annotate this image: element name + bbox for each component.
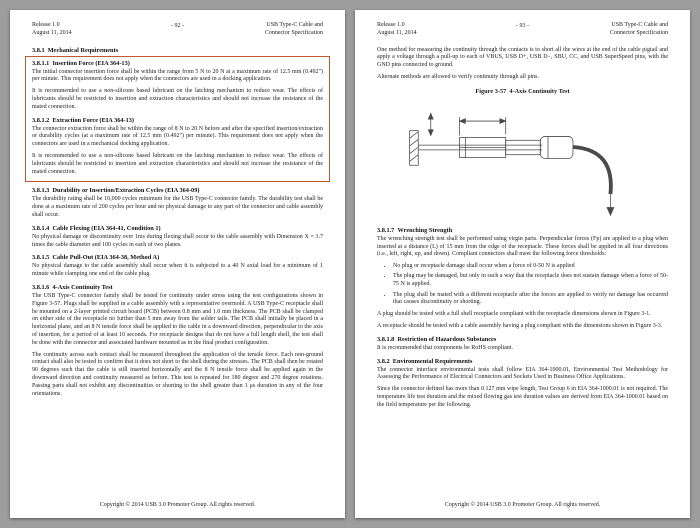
para-extraction-force-2: It is recommended to use a non-silicone based lubricant on the latching mechanism to reduce wear. The effects of lubricants should be restricted to insertion and extraction characteristics and should not increase the resistance of the mated connection. [32,152,323,175]
heading-durability: 3.8.1.3 Durability or Insertion/Extraction Cycles (EIA 364-09) [32,187,200,195]
page-93 [355,10,690,518]
page-92 [10,10,345,518]
header-left [377,22,516,38]
header-release: Release 1.0 [32,22,60,28]
para-extraction-force-1: The connector extraction force shall be within the range of 8 N to 20 N before and after the specified insertion/extraction or durability cycles (at a maximum rate of 12.5 mm (0.492") per minute). This requirement does not apply when the connectors are used in a mechanical docking application. [32,125,323,148]
heading-mechanical-requirements: 3.8.1 Mechanical Requirements [32,46,119,54]
header-doc-title-line1: USB Type-C Cable and [266,22,323,28]
header-doc-title-line2: Connector Specification [264,29,323,36]
heading-cable-flexing: 3.8.1.4 Cable Flexing (EIA 364-41, Condition 1) [32,224,161,232]
page-header [32,22,323,38]
para-receptacle-tested: A receptacle should be tested with a cable assembly having a plug compliant with the dimensions shown in Figure 3-3. [377,322,663,329]
para-4-axis-continuity-1: The USB Type-C connector family shall be tested for continuity under stress using the test configurations shown in Figure 3-57. Plugs shall be supplied in a cable assembly with a representative overmold. A USB Type-C receptacle shall be mounted on a 2-layer printed circuit board (PCB) between 0.8 mm and 1.0 mm thickness. The PCB shall be clamped on either side of the receptacle no further than 5 mm away from the solder tails. The PCB shall initially be placed in a horizontal plane, and an 8 N tensile force shall be applied to the cable in a downward direction, perpendicular to the axis of insertion, for a period of at least 10 seconds. For receptacle designs that do not have a full length shell, the test shall be done with the connector and associated hardware mounted as in the final product configuration. [32,292,323,346]
header-doc-title-line2: Connector Specification [609,29,668,36]
para-4-axis-continuity-2: The continuity across each contact shall be measured throughout the application of the tensile force. Each non-ground contact shall also be tested to confirm that it does not short to the shell during the stresses. The PCB shall then be rotated 90 degrees such that the cable is still inserted horizontally and the 8 N tensile force shall be applied again in the downward direction and continuity measured as before. This test is repeated for 180 degree and 270 degree rotations. Passing parts shall not exhibit any discontinuities or shorting to the shell greater than 1 μs duration in any of the four orientations. [32,351,323,397]
header-left [32,22,171,38]
header-date: August 11, 2014 [32,29,72,36]
heading-cable-pull-out: 3.8.1.5 Cable Pull-Out (EIA 364-38, Method A) [32,254,160,262]
page-footer: Copyright © 2014 USB 3.0 Promoter Group. All rights reserved. [99,502,256,508]
header-doc-title [529,22,668,38]
para-alternate-methods: Alternate methods are allowed to verify continuity through all pins. [377,73,539,80]
para-wrenching-strength: The wrenching strength test shall be performed using virgin parts. Perpendicular forces (Fp) are applied to a plug when inserted at a distance (L) of 15 mm from the edge of the receptacle. These forces shall be applied in all four directions (i.e., left, right, up, and down). Compliant connectors shall meet the following force thresholds: [377,235,668,258]
figure-3-57 [377,98,668,221]
revision-highlight-box [25,56,330,183]
para-durability: The durability rating shall be 10,000 cycles minimum for the USB Type-C connector family. The durability test shall be done at a maximum rate of 200 cycles per hour and no physical damage to any part of the connector and cable assembly shall occur. [32,196,323,218]
header-release: Release 1.0 [377,22,405,28]
bullet-item: • The plug shall be mated with a different receptacle after the forces are applied to verify no damage has occurred that causes discontinuity or shorting. [393,292,668,308]
para-cable-flexing: No physical damage or discontinuity over 1ms during flexing shall occur to the cable assembly with Dimension X = 3.7 times the cable diameter and 100 cycles in each of two planes. [32,233,323,248]
para-environmental-1: The connector interface environmental tests shall follow EIA 364-1000.01, Environmental Test Methodology for Assessing the Performance of Electrical Connectors and Sockets Used in Business Office Applications. [377,366,668,381]
para-insertion-force-1: The initial connector insertion force shall be within the range from 5 N to 20 N at a maximum rate of 12.5 mm (0.492") per minute. This requirement does not apply when the connectors are used in a docking application. [32,68,323,83]
heading-insertion-force: 3.8.1.1 Insertion Force (EIA 364-13) [32,59,130,67]
header-doc-title-line1: USB Type-C Cable and [611,22,668,28]
para-environmental-2: Since the connector defined has more than 0.127 mm wipe length, Test Group 6 in EIA 364-1000.01 is not required. The temperature life test duration and the mixed flowing gas test duration values are derived from EIA 364-1000.01 based on the field temperature per the following. [377,386,668,408]
bullet-item: • The plug may be damaged, but only in such a way that the receptacle does not sustain damage when a force of 50-75 N is applied. [393,273,668,289]
para-rohs: It is recommended that components be RoHS compliant. [377,344,513,351]
four-axis-continuity-test-drawing [398,98,648,221]
figure-caption: Figure 3-57 4-Axis Continuity Test [475,87,570,95]
header-page-number: - 93 - [516,23,529,29]
header-date: August 11, 2014 [377,29,417,36]
wrenching-strength-bullet-list [393,263,668,307]
para-continuity-method: One method for measuring the continuity through the contacts is to short all the wires at the end of the cable pigtail and apply a voltage through a pull-up to each of VBUS, USB D+, USB D−, SBU, CC, and USB SuperSpeed pins, with the GND pins connected to ground. [377,46,668,69]
para-plug-tested: A plug should be tested with a full shell receptacle compliant with the receptacle dimensions shown in Figure 3-1. [377,311,651,318]
heading-4-axis-continuity: 3.8.1.6 4-Axis Continuity Test [32,283,113,291]
para-insertion-force-2: It is recommended to use a non-silicone based lubricant on the latching mechanism to reduce wear. The effects of lubricants should be restricted to insertion and extraction characteristics and should not increase the resistance of the mated connection. [32,88,323,110]
bullet-item: • No plug or receptacle damage shall occur when a force of 0-50 N is applied [393,263,668,271]
header-doc-title [184,22,323,38]
para-cable-pull-out: No physical damage to the cable assembly shall occur when it is subjected to a 40 N axial load for a minimum of 1 minute while clamping one end of the cable plug. [32,263,323,278]
header-page-number: - 92 - [171,23,184,29]
page-footer: Copyright © 2014 USB 3.0 Promoter Group. All rights reserved. [444,502,601,508]
page-header [377,22,668,38]
heading-rohs: 3.8.1.8 Restriction of Hazardous Substances [377,335,497,343]
heading-environmental-requirements: 3.8.2 Environmental Requirements [377,357,473,365]
heading-wrenching-strength: 3.8.1.7 Wrenching Strength [377,226,453,234]
heading-extraction-force: 3.8.1.2 Extraction Force (EIA 364-13) [32,116,135,124]
